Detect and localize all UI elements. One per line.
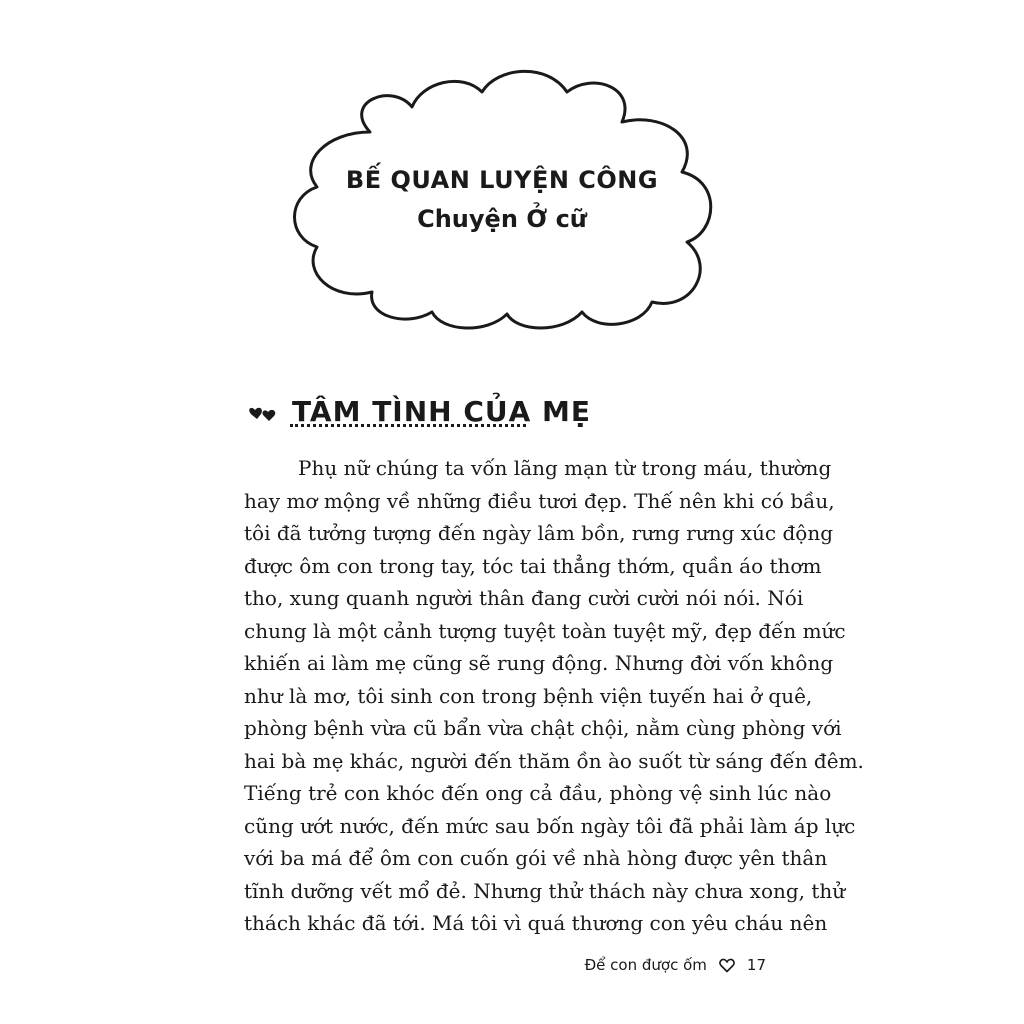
chapter-title-line1: BẾ QUAN LUYỆN CÔNG (345, 166, 659, 194)
heart-outline-icon (719, 958, 735, 973)
section-heading-text: TÂM TÌNH CỦA MẸ (292, 395, 592, 428)
page-footer (585, 956, 766, 974)
body-line: hay mơ mộng về những điều tươi đẹp. Thế nên khi có bầu, (244, 488, 835, 513)
footer-book-title: Để con được ốm (584, 956, 707, 974)
body-line: Phụ nữ chúng ta vốn lãng mạn từ trong máu, thường (298, 456, 832, 480)
chapter-title-line2: Chuyện Ở cữ (417, 205, 587, 233)
body-line: khiến ai làm mẹ cũng sẽ rung động. Nhưng đời vốn không (244, 651, 834, 675)
chapter-title (330, 165, 674, 239)
body-line: được ôm con trong tay, tóc tai thẳng thớm, quần áo thơm (244, 553, 822, 578)
body-line: tho, xung quanh người thân đang cười cười nói nói. Nói (244, 586, 804, 610)
heading-dotted-underline (290, 424, 526, 427)
page-number: 17 (746, 956, 766, 974)
body-line: thách khác đã tới. Má tôi vì quá thương con yêu cháu nên (244, 911, 828, 935)
body-line: phòng bệnh vừa cũ bẩn vừa chật chội, nằm cùng phòng với (244, 716, 842, 740)
body-line: tĩnh dưỡng vết mổ đẻ. Nhưng thử thách này chưa xong, thử (244, 878, 846, 903)
body-line: như là mơ, tôi sinh con trong bệnh viện tuyến hai ở quê, (244, 683, 813, 708)
body-line: tôi đã tưởng tượng đến ngày lâm bồn, rưng rưng xúc động (244, 521, 834, 545)
body-line: cũng ướt nước, đến mức sau bốn ngày tôi đã phải làm áp lực (244, 813, 856, 838)
body-line: Tiếng trẻ con khóc đến ong cả đầu, phòng vệ sinh lúc nào (244, 781, 832, 805)
body-line: với ba má để ôm con cuốn gói về nhà hòng được yên thân (244, 846, 828, 870)
body-line: hai bà mẹ khác, người đến thăm ồn ào suốt từ sáng đến đêm. (244, 748, 864, 773)
hearts-icon (248, 402, 278, 422)
body-paragraph (244, 452, 864, 940)
body-line: chung là một cảnh tượng tuyệt toàn tuyệt mỹ, đẹp đến mức (244, 618, 846, 643)
